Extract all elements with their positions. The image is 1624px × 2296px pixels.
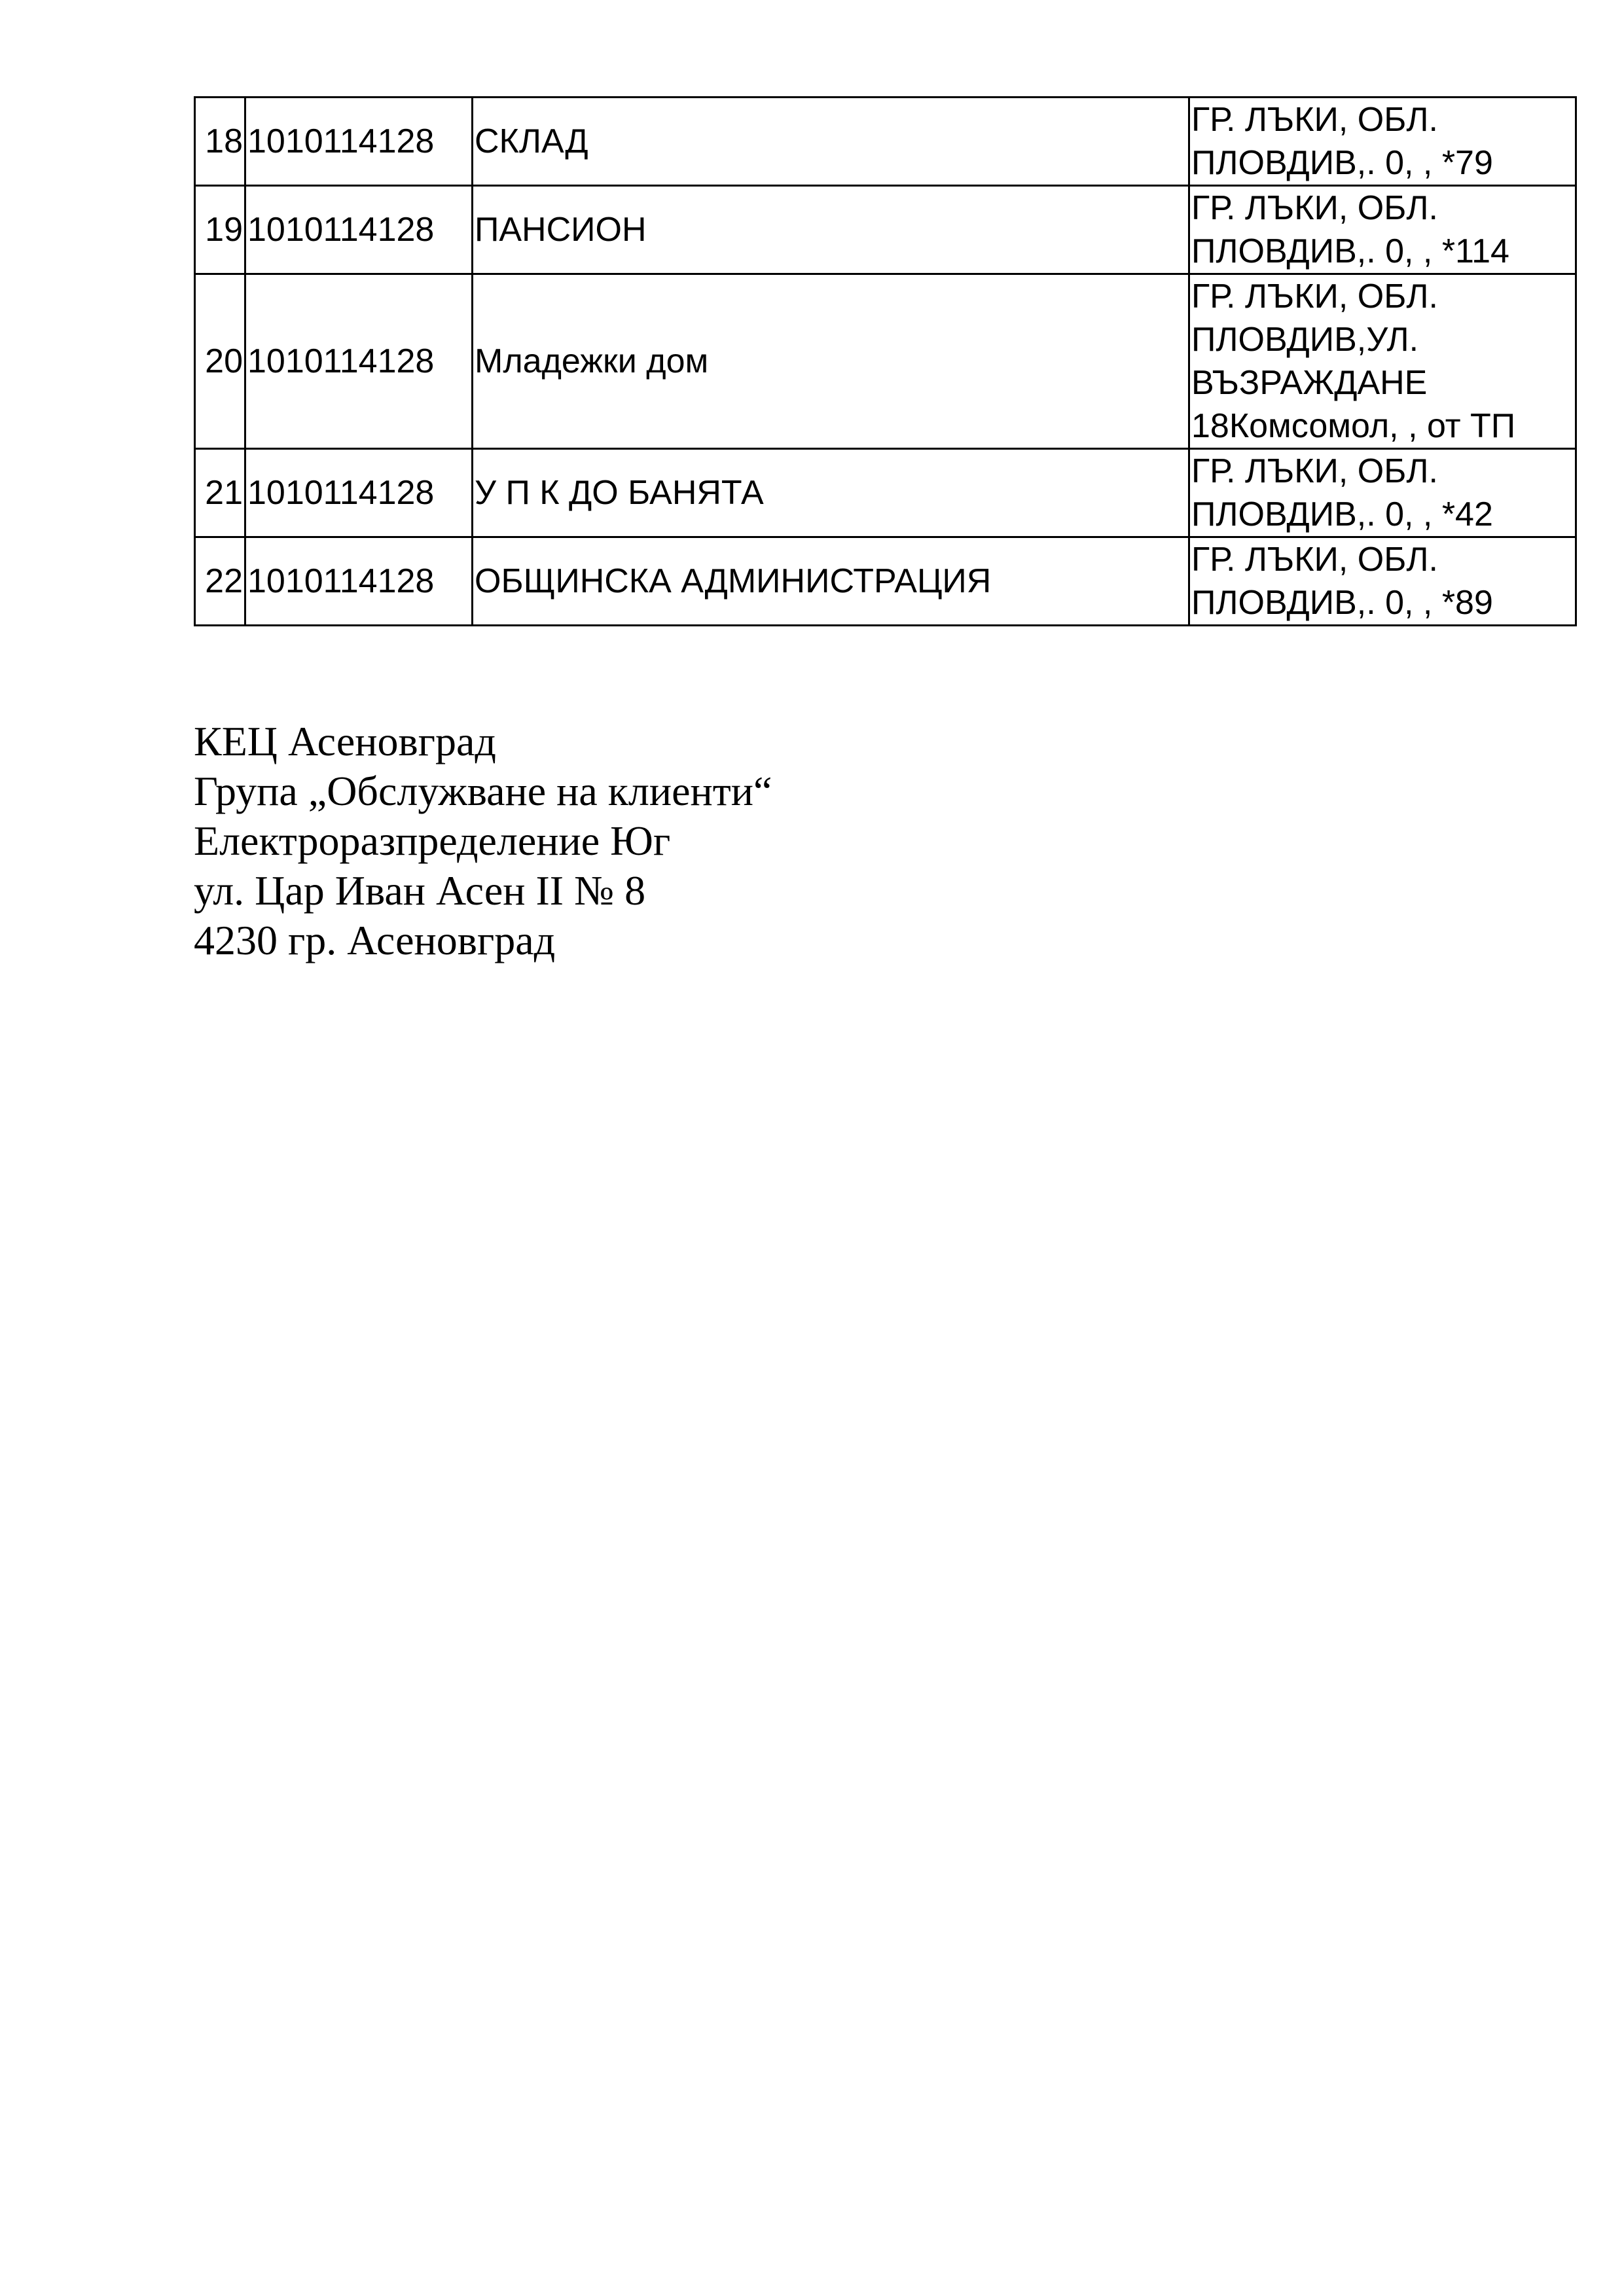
row-number: 18 bbox=[195, 98, 245, 186]
table-row bbox=[195, 537, 1576, 626]
object-address: ГР. ЛЪКИ, ОБЛ. ПЛОВДИВ,УЛ. ВЪЗРАЖДАНЕ 18Комсомол, , от ТП bbox=[1189, 274, 1576, 449]
client-number: 1010114128 bbox=[245, 537, 473, 626]
office-name: КЕЦ Асеновград bbox=[194, 718, 496, 764]
object-name: Младежки дом bbox=[473, 274, 1189, 449]
row-number: 21 bbox=[195, 449, 245, 537]
objects-table bbox=[194, 96, 1577, 626]
object-address: ГР. ЛЪКИ, ОБЛ. ПЛОВДИВ,. 0, , *79 bbox=[1189, 98, 1576, 186]
row-number: 19 bbox=[195, 186, 245, 274]
client-number: 1010114128 bbox=[245, 186, 473, 274]
object-address: ГР. ЛЪКИ, ОБЛ. ПЛОВДИВ,. 0, , *42 bbox=[1189, 449, 1576, 537]
client-number: 1010114128 bbox=[245, 98, 473, 186]
object-name: СКЛАД bbox=[473, 98, 1189, 186]
street-address: ул. Цар Иван Асен II № 8 bbox=[194, 867, 646, 914]
table-row bbox=[195, 186, 1576, 274]
object-name: У П К ДО БАНЯТА bbox=[473, 449, 1189, 537]
contact-address-block bbox=[194, 717, 772, 965]
postal-city: 4230 гр. Асеновград bbox=[194, 917, 556, 963]
table-row bbox=[195, 274, 1576, 449]
object-address: ГР. ЛЪКИ, ОБЛ. ПЛОВДИВ,. 0, , *89 bbox=[1189, 537, 1576, 626]
row-number: 22 bbox=[195, 537, 245, 626]
row-number: 20 bbox=[195, 274, 245, 449]
table-row bbox=[195, 98, 1576, 186]
object-address: ГР. ЛЪКИ, ОБЛ. ПЛОВДИВ,. 0, , *114 bbox=[1189, 186, 1576, 274]
company-name: Електроразпределение Юг bbox=[194, 817, 671, 864]
object-name: ПАНСИОН bbox=[473, 186, 1189, 274]
object-name: ОБЩИНСКА АДМИНИСТРАЦИЯ bbox=[473, 537, 1189, 626]
client-number: 1010114128 bbox=[245, 449, 473, 537]
table-row bbox=[195, 449, 1576, 537]
group-name: Група „Обслужване на клиенти“ bbox=[194, 768, 772, 814]
client-number: 1010114128 bbox=[245, 274, 473, 449]
